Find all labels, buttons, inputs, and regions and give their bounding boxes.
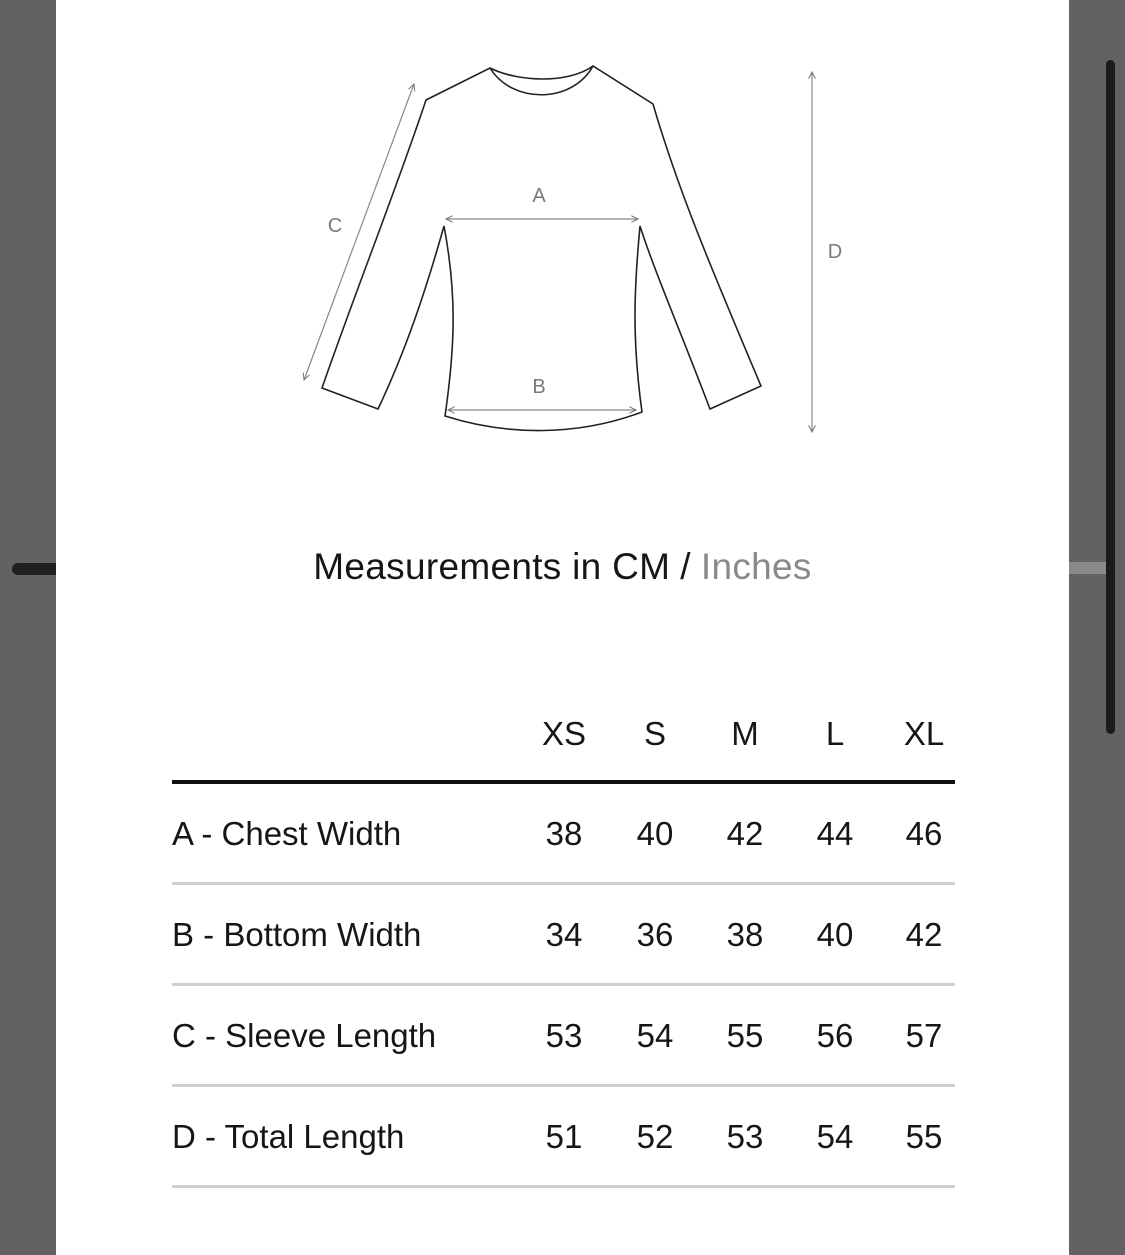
table-cell: 38	[726, 916, 764, 953]
table-cell: 53	[545, 1017, 583, 1054]
unit-cm-toggle[interactable]: CM	[612, 546, 671, 587]
size-header-xl: XL	[903, 715, 945, 752]
table-cell: 53	[726, 1118, 764, 1155]
table-cell: 51	[545, 1118, 583, 1155]
heading-prefix: Measurements in	[313, 546, 613, 587]
row-label: C - Sleeve Length	[172, 1017, 437, 1054]
size-header-m: M	[731, 715, 759, 752]
size-table	[172, 700, 955, 1188]
table-cell: 57	[905, 1017, 943, 1054]
diagram-label-a: A	[532, 185, 546, 207]
table-row	[172, 885, 955, 986]
scrollbar[interactable]	[1106, 60, 1115, 734]
table-header-row	[172, 700, 955, 784]
diagram-label-c: C	[327, 215, 343, 237]
row-label: A - Chest Width	[172, 815, 402, 852]
table-cell: 42	[905, 916, 943, 953]
table-row	[172, 986, 955, 1087]
row-label: B - Bottom Width	[172, 916, 422, 953]
unit-separator: /	[680, 546, 691, 587]
size-header-l: L	[825, 715, 845, 752]
table-cell: 54	[636, 1017, 674, 1054]
unit-inches-toggle[interactable]: Inches	[700, 546, 812, 587]
table-cell: 40	[636, 815, 674, 852]
table-cell: 55	[726, 1017, 764, 1054]
table-cell: 55	[905, 1118, 943, 1155]
table-cell: 52	[636, 1118, 674, 1155]
measurements-heading	[56, 546, 1069, 588]
table-cell: 36	[636, 916, 674, 953]
measure-line-c	[304, 84, 414, 380]
table-cell: 46	[905, 815, 943, 852]
row-label: D - Total Length	[172, 1118, 405, 1155]
table-cell: 44	[816, 815, 854, 852]
drag-handle[interactable]	[12, 563, 56, 575]
garment-diagram	[56, 0, 1069, 470]
shirt-collar	[490, 66, 593, 95]
table-cell: 40	[816, 916, 854, 953]
table-cell: 34	[545, 916, 583, 953]
size-header-s: S	[643, 715, 666, 752]
table-cell: 38	[545, 815, 583, 852]
table-row	[172, 784, 955, 885]
table-row	[172, 1087, 955, 1188]
table-cell: 56	[816, 1017, 854, 1054]
diagram-label-b: B	[532, 376, 546, 398]
table-cell: 54	[816, 1118, 854, 1155]
table-cell: 42	[726, 815, 764, 852]
size-guide-sheet	[56, 0, 1069, 1255]
size-header-xs: XS	[541, 715, 587, 752]
diagram-label-d: D	[827, 241, 843, 263]
